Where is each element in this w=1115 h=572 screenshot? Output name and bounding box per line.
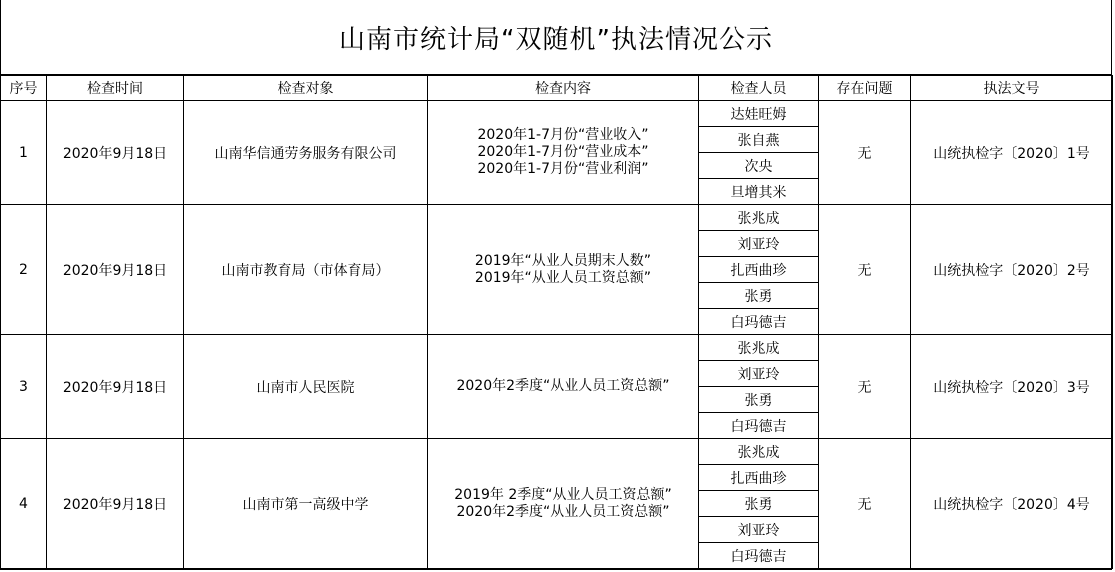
- cell-date: 2020年9月18日: [47, 205, 184, 335]
- cell-target: 山南市人民医院: [184, 335, 428, 439]
- cell-doc-no: 山统执检字〔2020〕2号: [911, 205, 1113, 335]
- cell-inspector: 旦增其米: [699, 179, 819, 205]
- cell-inspector: 达娃旺姆: [699, 101, 819, 127]
- cell-issue: 无: [819, 335, 911, 439]
- cell-inspector: 白玛德吉: [699, 309, 819, 335]
- table-header-row: [1, 76, 1113, 101]
- content-line: 2019年“从业人员工资总额”: [474, 269, 652, 286]
- header-index: 序号: [1, 76, 47, 101]
- header-content: 检查内容: [428, 76, 699, 101]
- cell-inspector: 张兆成: [699, 205, 819, 231]
- cell-inspector: 刘亚玲: [699, 361, 819, 387]
- content-line: 2019年 2季度“从业人员工资总额”: [454, 486, 672, 503]
- content-line: 2020年1-7月份“营业成本”: [477, 144, 649, 160]
- cell-inspector: 张兆成: [699, 439, 819, 465]
- cell-date: 2020年9月18日: [47, 101, 184, 205]
- cell-inspector: 张勇: [699, 387, 819, 413]
- cell-content: [428, 335, 699, 439]
- header-target: 检查对象: [184, 76, 428, 101]
- header-date: 检查时间: [47, 76, 184, 101]
- cell-inspector: 刘亚玲: [699, 231, 819, 257]
- cell-date: 2020年9月18日: [47, 335, 184, 439]
- cell-target: 山南市第一高级中学: [184, 439, 428, 569]
- cell-doc-no: 山统执检字〔2020〕4号: [911, 439, 1113, 569]
- content-line: 2019年“从业人员期末人数”: [474, 252, 652, 269]
- cell-index: 2: [1, 205, 47, 335]
- cell-inspector: 刘亚玲: [699, 517, 819, 543]
- cell-content: [428, 205, 699, 335]
- cell-date: 2020年9月18日: [47, 439, 184, 569]
- cell-content: [428, 101, 699, 205]
- cell-inspector: 张兆成: [699, 335, 819, 361]
- cell-index: 4: [1, 439, 47, 569]
- table-row: [1, 439, 1113, 465]
- cell-index: 1: [1, 101, 47, 205]
- cell-inspector: 白玛德吉: [699, 543, 819, 569]
- content-line: 2020年2季度“从业人员工资总额”: [456, 378, 670, 394]
- header-doc-no: 执法文号: [911, 76, 1113, 101]
- page-title: 山南市统计局“双随机”执法情况公示: [0, 0, 1112, 75]
- table-row: [1, 101, 1113, 127]
- cell-inspector: 白玛德吉: [699, 413, 819, 439]
- cell-issue: 无: [819, 101, 911, 205]
- cell-inspector: 次央: [699, 153, 819, 179]
- cell-doc-no: 山统执检字〔2020〕3号: [911, 335, 1113, 439]
- content-line: 2020年1-7月份“营业利润”: [477, 161, 649, 177]
- header-issue: 存在问题: [819, 76, 911, 101]
- cell-target: 山南华信通劳务服务有限公司: [184, 101, 428, 205]
- inspection-table: [0, 75, 1113, 569]
- content-line: 2020年1-7月份“营业收入”: [477, 127, 649, 143]
- cell-content: [428, 439, 699, 569]
- cell-issue: 无: [819, 205, 911, 335]
- content-line: 2020年2季度“从业人员工资总额”: [456, 503, 670, 520]
- cell-inspector: 张勇: [699, 283, 819, 309]
- cell-index: 3: [1, 335, 47, 439]
- cell-issue: 无: [819, 439, 911, 569]
- table-row: [1, 205, 1113, 231]
- cell-inspector: 扎西曲珍: [699, 257, 819, 283]
- cell-inspector: 张勇: [699, 491, 819, 517]
- table-row: [1, 335, 1113, 361]
- header-inspectors: 检查人员: [699, 76, 819, 101]
- cell-inspector: 扎西曲珍: [699, 465, 819, 491]
- cell-target: 山南市教育局（市体育局）: [184, 205, 428, 335]
- cell-doc-no: 山统执检字〔2020〕1号: [911, 101, 1113, 205]
- cell-inspector: 张自燕: [699, 127, 819, 153]
